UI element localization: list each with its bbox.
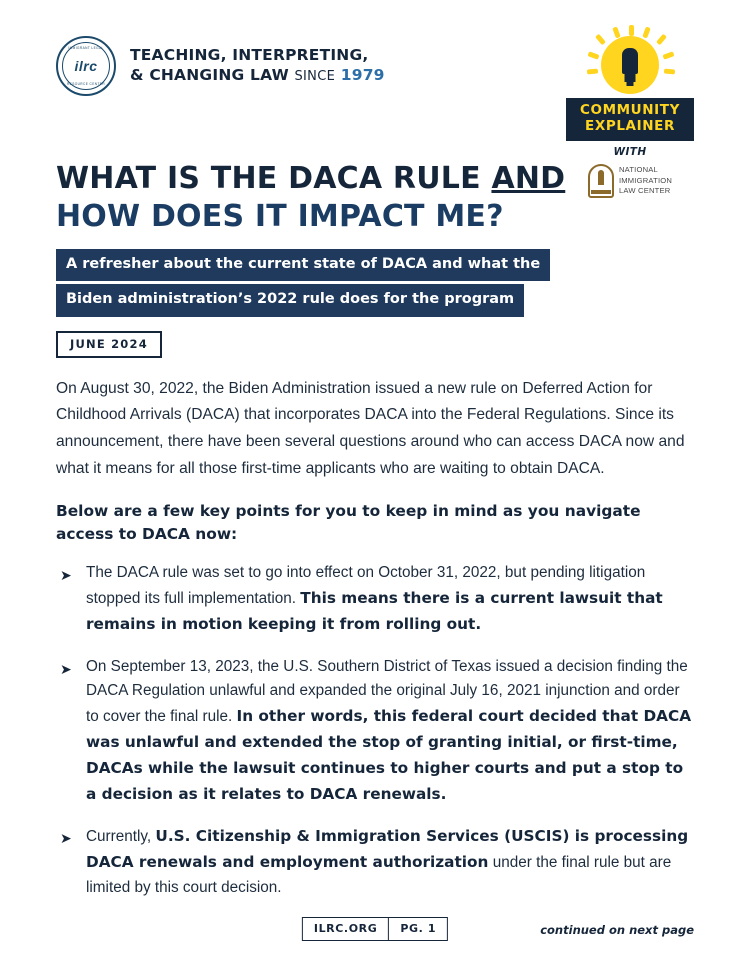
bullet-2-normal-1: On September 13, 2023, the U.S. Southern District of Texas issued a decision finding the DACA Regulation unlawful and expanded the original July 16, 2021 injunction and order to cover the final rule. — [86, 657, 688, 726]
footer-site-link[interactable]: ILRC.ORG — [313, 922, 378, 935]
subtitle-bar-1: A refresher about the current state of DACA and what the — [56, 249, 550, 281]
title-line-1-underlined: AND — [491, 161, 566, 196]
bulb-ray — [587, 51, 599, 59]
list-item — [56, 824, 694, 900]
bulb-glass — [622, 48, 638, 74]
badge-with-label: WITH — [613, 145, 647, 158]
bulb-ray — [662, 51, 674, 59]
nilc-line-2: IMMIGRATION — [618, 175, 673, 185]
subtitle-bar-2: Biden administration’s 2022 rule does for the program — [56, 284, 524, 316]
tagline-line-1: TEACHING, INTERPRETING, — [130, 46, 369, 65]
tagline-year: 1979 — [340, 66, 385, 84]
lead-in-text: Below are a few key points for you to keep in mind as you navigate access to DACA now: — [56, 501, 641, 543]
bulb-ray — [629, 25, 634, 36]
bullet-3-bold-1: U.S. Citizenship & Immigration Services (USCIS) is processing DACA renewals and employment authorization — [86, 827, 689, 872]
title-line-2: HOW DOES IT IMPACT ME? — [56, 199, 504, 235]
subtitle-group — [56, 237, 694, 317]
tagline-line-2-wrap — [130, 66, 385, 86]
footer-page-number: PG. 1 — [388, 918, 447, 940]
continued-note: continued on next page — [540, 923, 694, 937]
bulb-base — [625, 73, 636, 82]
arrow-bullet-icon: ➤ — [60, 567, 72, 584]
bulb-ray — [612, 26, 620, 38]
ilrc-logo-icon — [56, 36, 116, 96]
bulb-ray — [664, 69, 675, 75]
bullet-2-bold-1: In other words, this federal court decided that DACA was unlawful and extended the stop of granting initial, or first-time, DACAs while the lawsuit continues to higher courts and put a stop to a decision as it relates to DACA renewals. — [86, 707, 692, 803]
page-footer — [0, 917, 750, 947]
bulb-ray — [656, 34, 667, 46]
date-badge: JUNE 2024 — [56, 331, 162, 358]
nilc-line-1: NATIONAL — [618, 165, 658, 175]
lightbulb-icon — [566, 28, 694, 104]
key-points-list — [56, 561, 694, 900]
intro-paragraph: On August 30, 2022, the Biden Administration issued a new rule on Deferred Action for Childhood Arrivals (DACA) that incorporates DACA into the Federal Regulations. Since its announcement, there have been several questions around who can access DACA now and what it means for all those first-time applicants who are waiting to obtain DACA. — [56, 379, 685, 477]
title-line-1-text: WHAT IS THE DACA RULE — [56, 161, 492, 196]
title-line-1 — [56, 161, 565, 196]
nilc-line-3: LAW CENTER — [618, 186, 671, 196]
bullet-3-normal-1: Currently, — [86, 828, 156, 846]
brand-lockup — [56, 26, 385, 96]
arrow-bullet-icon: ➤ — [60, 660, 72, 677]
community-explainer-banner — [566, 98, 694, 141]
nilc-logo — [566, 164, 694, 198]
tagline-since: SINCE — [294, 69, 336, 84]
bulb-ray — [642, 26, 650, 38]
footer-stamp — [302, 917, 448, 941]
nilc-torch — [598, 170, 604, 185]
seal-micro-top-text: IMMIGRANT LEGAL — [68, 46, 104, 50]
community-explainer-badge — [566, 26, 694, 198]
arrow-bullet-icon: ➤ — [60, 830, 72, 847]
brand-tagline — [130, 46, 385, 86]
bullet-3-normal-2: under the final rule but are limited by this court decision. — [86, 854, 672, 896]
bulb-ray — [595, 34, 606, 46]
list-item — [56, 655, 694, 808]
nilc-torch-icon — [588, 164, 614, 198]
bulb-ray — [587, 69, 598, 75]
nilc-base-bar — [591, 190, 611, 194]
seal-micro-bottom-text: RESOURCE CENTER — [66, 82, 106, 86]
bullet-1-normal-1: The DACA rule was set to go into effect on October 31, 2022, but pending litigation stopped its full implementation. — [86, 564, 646, 608]
badge-line-2: EXPLAINER — [585, 117, 675, 134]
seal-wordmark: ilrc — [74, 58, 98, 74]
tagline-line-2: & CHANGING LAW — [130, 66, 289, 84]
badge-line-1: COMMUNITY — [580, 102, 680, 118]
list-item — [56, 561, 694, 637]
nilc-wordmark — [619, 165, 672, 196]
bullet-1-bold-1: This means there is a current lawsuit that remains in motion keeping it from rolling out. — [86, 589, 663, 633]
